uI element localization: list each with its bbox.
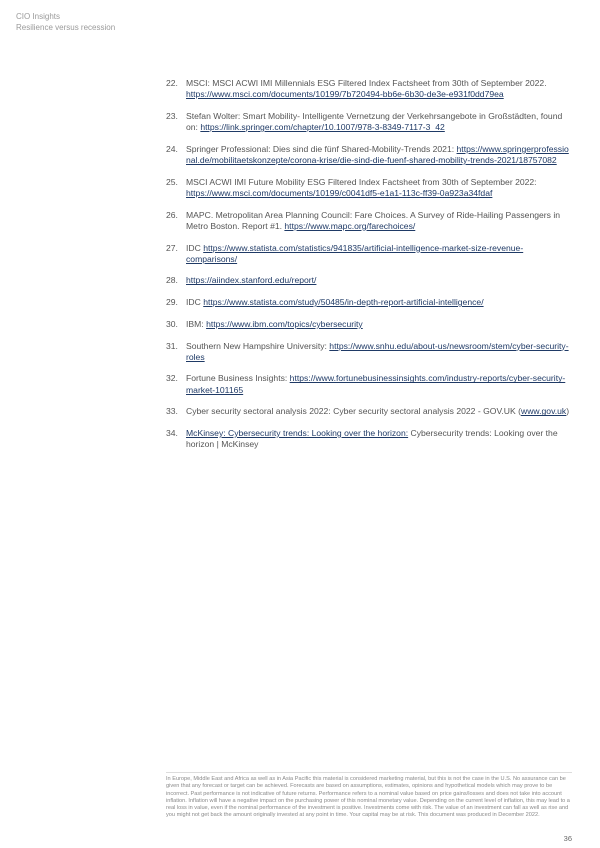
reference-number: 30.	[166, 318, 178, 329]
reference-item	[166, 428, 570, 450]
reference-link[interactable]: https://www.statista.com/statistics/941835/artificial-intelligence-market-size-revenue-comparisons/	[186, 242, 524, 264]
reference-number: 26.	[166, 209, 178, 220]
reference-text: Springer Professional: Dies sind die fünf Shared-Mobility-Trends 2021:	[186, 143, 455, 154]
reference-item	[166, 144, 570, 166]
disclaimer-text: In Europe, Middle East and Africa as well as in Asia Pacific this material is considered marketing material, but this is not the case in the U.S. No assurance can be given that any forecast or target can be achieved. Forecasts are based on assumptions, estimates, opinions and hypothetical models which may prove to be incorrect. Past performance is not indicative of future returns. Performance refers to a nominal value based on price gains/losses and does not take into account inflation. Inflation will have a negative impact on the purchasing power of this nominal monetary value. Depending on the current level of inflation, this may lead to a real loss in value, even if the nominal performance of the investment is positive. Investments come with risk. The value of an investment can fall as well as rise and you might not get back the amount originally invested at any point in time. Your capital may be at risk. This document was produced in December 2022.	[166, 776, 570, 819]
reference-item	[166, 297, 570, 308]
reference-item	[166, 319, 570, 330]
reference-link[interactable]: https://www.mapc.org/farechoices/	[284, 220, 416, 231]
header-title: CIO Insights	[16, 12, 61, 21]
reference-text: MSCI ACWI IMI Future Mobility ESG Filtered Index Factsheet from 30th of September 2022:	[186, 176, 537, 187]
header-subtitle: Resilience versus recession	[16, 23, 116, 32]
reference-text: MAPC. Metropolitan Area Planning Council: Fare Choices. A Survey of Ride-Hailing Passengers in Metro Boston. Report #1.	[186, 209, 561, 231]
reference-link[interactable]: https://link.springer.com/chapter/10.1007/978-3-8349-7117-3_42	[200, 122, 445, 133]
reference-suffix: )	[566, 406, 570, 417]
reference-text: IDC	[186, 242, 201, 253]
reference-number: 27.	[166, 242, 178, 253]
reference-item	[166, 177, 570, 199]
disclaimer-footer	[166, 772, 572, 820]
reference-text: IDC	[186, 297, 201, 308]
page-number: 36	[563, 834, 572, 843]
reference-item	[166, 341, 570, 363]
reference-text: IBM:	[186, 318, 204, 329]
reference-text: Cyber security sectoral analysis 2022: Cyber security sectoral analysis 2022 - GOV.UK (	[186, 406, 521, 417]
reference-link[interactable]: https://www.statista.com/study/50485/in-depth-report-artificial-intelligence/	[203, 297, 484, 308]
reference-link[interactable]: McKinsey: Cybersecurity trends: Looking over the horizon:	[186, 428, 409, 439]
reference-number: 32.	[166, 373, 178, 384]
reference-link[interactable]: https://www.msci.com/documents/10199/c0041df5-e1a1-113c-ff39-0a923a34fdaf	[186, 187, 493, 198]
reference-suffix: Cybersecurity trends: Looking over the horizon | McKinsey	[186, 428, 558, 450]
reference-link[interactable]: https://www.ibm.com/topics/cybersecurity	[206, 318, 363, 329]
reference-item	[166, 406, 570, 417]
reference-list	[166, 78, 570, 461]
reference-number: 23.	[166, 110, 178, 121]
reference-link[interactable]: https://aiindex.stanford.edu/report/	[186, 275, 317, 286]
reference-text: Stefan Wolter: Smart Mobility- Intelligente Vernetzung der Verkehrsangebote in Großstädten, found on:	[186, 110, 563, 133]
reference-item	[166, 275, 570, 286]
reference-item	[166, 111, 570, 133]
reference-link[interactable]: www.gov.uk	[520, 406, 567, 417]
reference-number: 22.	[166, 78, 178, 88]
reference-link[interactable]: https://www.msci.com/documents/10199/7b720494-bb6e-6b30-de3e-e931f0dd79ea	[186, 89, 504, 100]
reference-number: 31.	[166, 340, 178, 351]
reference-link[interactable]: https://www.springerprofessional.de/mobilitaetskonzepte/corona-krise/die-sind-die-fuenf-shared-mobility-trends-2021/18757082	[186, 143, 569, 166]
reference-item	[166, 210, 570, 232]
reference-number: 25.	[166, 176, 178, 187]
reference-text: MSCI: MSCI ACWI IMI Millennials ESG Filtered Index Factsheet from 30th of September 2022.	[186, 78, 547, 88]
reference-text: Fortune Business Insights:	[186, 373, 288, 384]
reference-item	[166, 243, 570, 265]
reference-number: 28.	[166, 275, 178, 286]
reference-link[interactable]: https://www.fortunebusinessinsights.com/industry-reports/cyber-security-market-101165	[186, 373, 566, 395]
reference-text: Southern New Hampshire University:	[186, 340, 327, 351]
reference-item	[166, 373, 570, 395]
reference-number: 29.	[166, 297, 178, 308]
reference-number: 33.	[166, 406, 178, 417]
reference-item	[166, 78, 570, 100]
reference-link[interactable]: https://www.snhu.edu/about-us/newsroom/stem/cyber-security-roles	[186, 340, 569, 362]
reference-number: 34.	[166, 428, 178, 439]
running-header	[16, 11, 115, 33]
reference-number: 24.	[166, 143, 178, 154]
